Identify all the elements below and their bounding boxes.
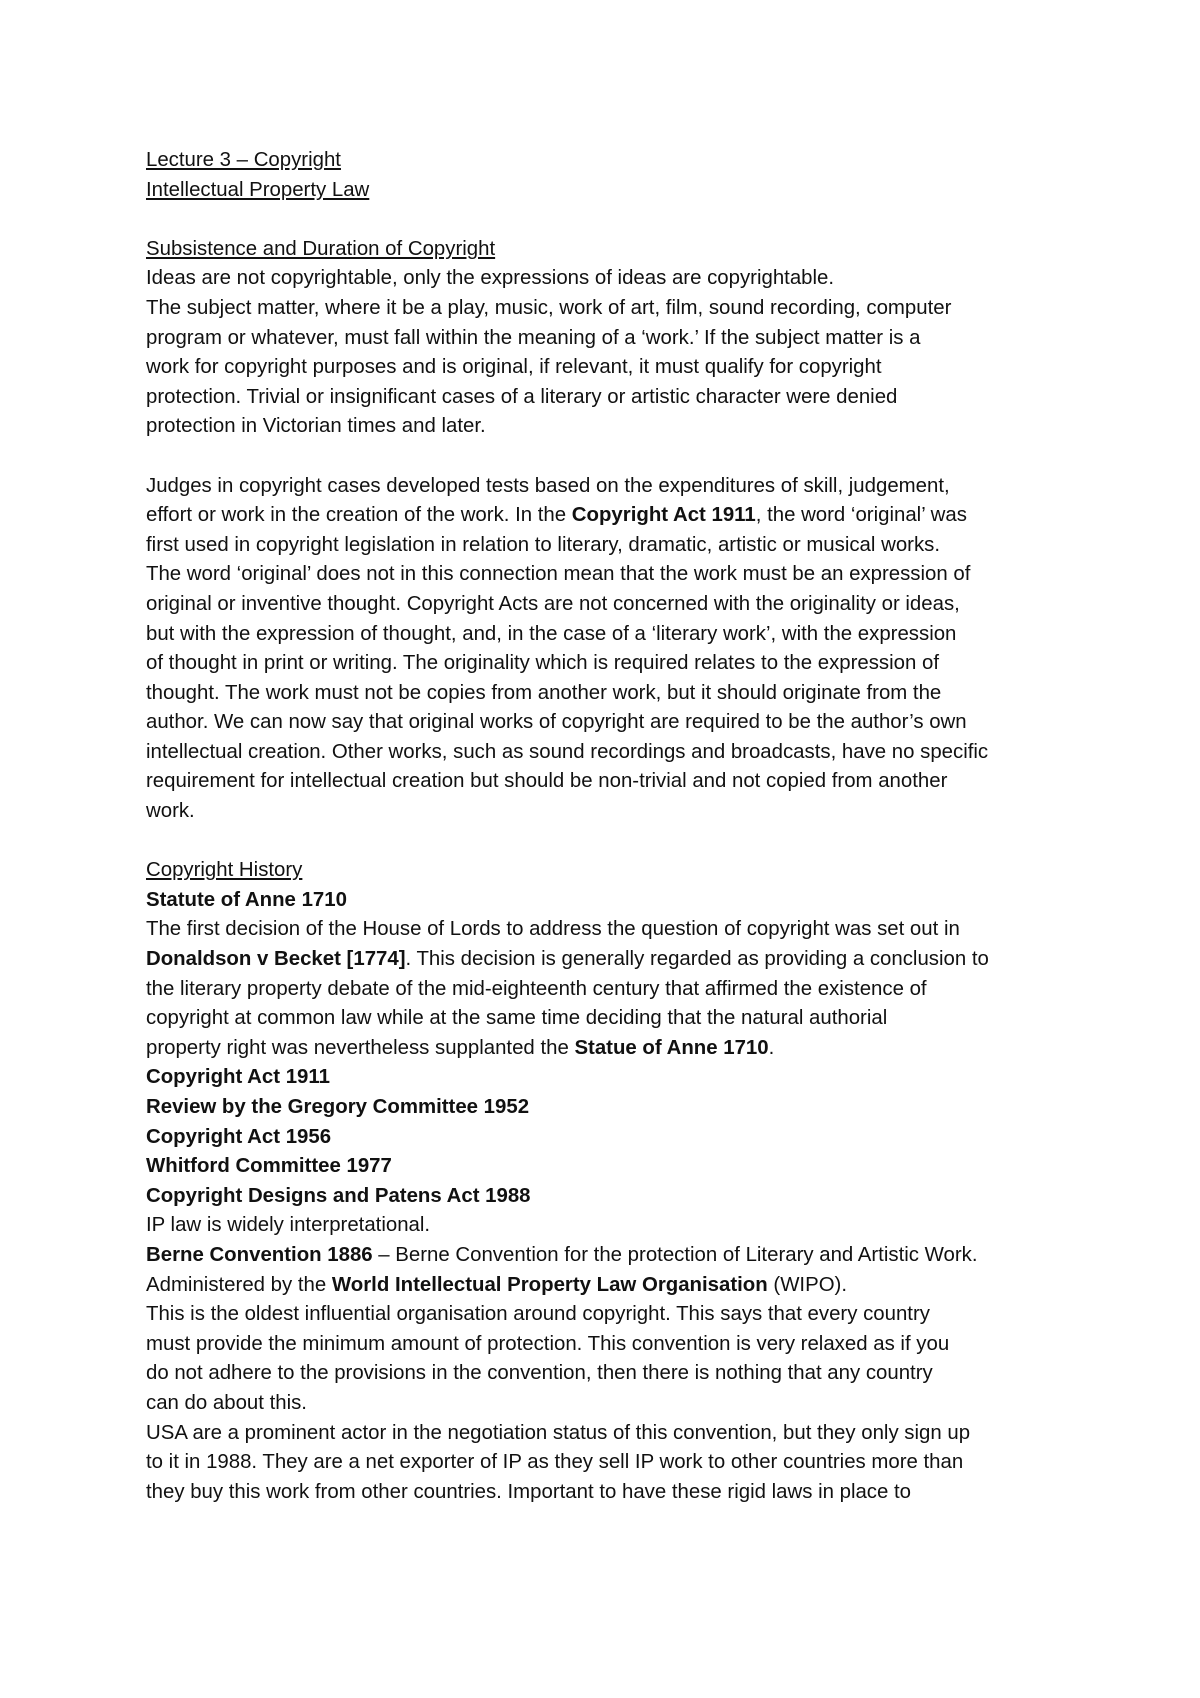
paragraph-line: protection. Trivial or insignificant cases of a literary or artistic character were denied xyxy=(146,385,898,408)
act-item: Copyright Act 1911 xyxy=(146,1066,330,1089)
paragraph-line: they buy this work from other countries. Important to have these rigid laws in place to xyxy=(146,1480,912,1503)
bold-term-statue-of-anne: Statue of Anne 1710 xyxy=(574,1036,769,1059)
paragraph-line: This is the oldest influential organisation around copyright. This says that every country xyxy=(146,1303,930,1326)
paragraph-line: work. xyxy=(146,800,195,823)
bold-term-berne: Berne Convention 1886 xyxy=(146,1243,373,1266)
text-run: Administered by the xyxy=(146,1273,332,1296)
paragraph-line: Judges in copyright cases developed tests based on the expenditures of skill, judgement, xyxy=(146,474,950,497)
act-item: Copyright Designs and Patens Act 1988 xyxy=(146,1184,531,1207)
act-item: Whitford Committee 1977 xyxy=(146,1155,392,1178)
document-title: Lecture 3 – Copyright xyxy=(146,149,341,171)
paragraph-line: copyright at common law while at the same time deciding that the natural authorial xyxy=(146,1007,888,1030)
paragraph-line: The word ‘original’ does not in this connection mean that the work must be an expression of xyxy=(146,563,971,586)
blank-line xyxy=(146,442,1076,472)
bold-term-wipo: World Intellectual Property Law Organisation xyxy=(331,1273,768,1296)
blank-line xyxy=(146,205,1076,235)
text-run: . This decision is generally regarded as providing a conclusion to xyxy=(405,948,989,971)
paragraph-line: first used in copyright legislation in relation to literary, dramatic, artistic or musical works. xyxy=(146,533,941,556)
text-run: (WIPO). xyxy=(767,1273,848,1296)
act-item: Copyright Act 1956 xyxy=(146,1125,332,1148)
paragraph-line: The subject matter, where it be a play, music, work of art, film, sound recording, computer xyxy=(146,296,952,319)
paragraph-line: USA are a prominent actor in the negotiation status of this convention, but they only sign up xyxy=(146,1421,971,1444)
paragraph-line: work for copyright purposes and is original, if relevant, it must qualify for copyright xyxy=(146,356,882,379)
paragraph-line: requirement for intellectual creation but should be non-trivial and not copied from another xyxy=(146,770,948,793)
act-item: Review by the Gregory Committee 1952 xyxy=(146,1096,530,1118)
text-run: property right was nevertheless supplanted the xyxy=(146,1036,575,1059)
paragraph-line xyxy=(146,1271,1076,1301)
text-run: . xyxy=(768,1036,775,1059)
document-page xyxy=(146,146,1076,1507)
section-heading-history: Copyright History xyxy=(146,859,303,882)
paragraph-line xyxy=(146,1241,1076,1271)
text-run: – Berne Convention for the protection of Literary and Artistic Work. xyxy=(372,1243,978,1266)
paragraph-line: thought. The work must not be copies from another work, but it should originate from the xyxy=(146,681,942,704)
bold-term-copyright-act-1911: Copyright Act 1911 xyxy=(571,504,756,527)
paragraph-line: author. We can now say that original works of copyright are required to be the author’s own xyxy=(146,711,967,734)
paragraph-line: Ideas are not copyrightable, only the expressions of ideas are copyrightable. xyxy=(146,267,835,290)
document-subtitle: Intellectual Property Law xyxy=(146,178,370,201)
paragraph-line: must provide the minimum amount of protection. This convention is very relaxed as if you xyxy=(146,1332,950,1355)
paragraph-line xyxy=(146,501,1076,531)
paragraph-line: original or inventive thought. Copyright Acts are not concerned with the originality or ideas, xyxy=(146,592,960,615)
text-run: , the word ‘original’ was xyxy=(755,504,967,527)
blank-line xyxy=(146,827,1076,857)
paragraph-line: protection in Victorian times and later. xyxy=(146,415,486,438)
paragraph-line: The first decision of the House of Lords to address the question of copyright was set out in xyxy=(146,918,960,941)
statute-heading: Statute of Anne 1710 xyxy=(146,888,347,911)
section-heading-subsistence: Subsistence and Duration of Copyright xyxy=(146,237,496,260)
paragraph-line: program or whatever, must fall within the meaning of a ‘work.’ If the subject matter is a xyxy=(146,326,921,349)
text-run: effort or work in the creation of the work. In the xyxy=(146,504,572,527)
paragraph-line xyxy=(146,945,1076,975)
paragraph-line: to it in 1988. They are a net exporter of IP as they sell IP work to other countries more than xyxy=(146,1451,964,1474)
paragraph-line: but with the expression of thought, and, in the case of a ‘literary work’, with the expression xyxy=(146,622,957,645)
paragraph-line: the literary property debate of the mid-eighteenth century that affirmed the existence of xyxy=(146,977,927,1000)
paragraph-line: can do about this. xyxy=(146,1391,307,1414)
paragraph-line: intellectual creation. Other works, such as sound recordings and broadcasts, have no specific xyxy=(146,740,989,763)
paragraph-line xyxy=(146,1034,1076,1064)
paragraph-line: do not adhere to the provisions in the convention, then there is nothing that any country xyxy=(146,1362,933,1385)
bold-term-donaldson: Donaldson v Becket [1774] xyxy=(146,948,406,971)
paragraph-line: of thought in print or writing. The originality which is required relates to the expression of xyxy=(146,652,940,675)
paragraph-line: IP law is widely interpretational. xyxy=(146,1214,431,1237)
